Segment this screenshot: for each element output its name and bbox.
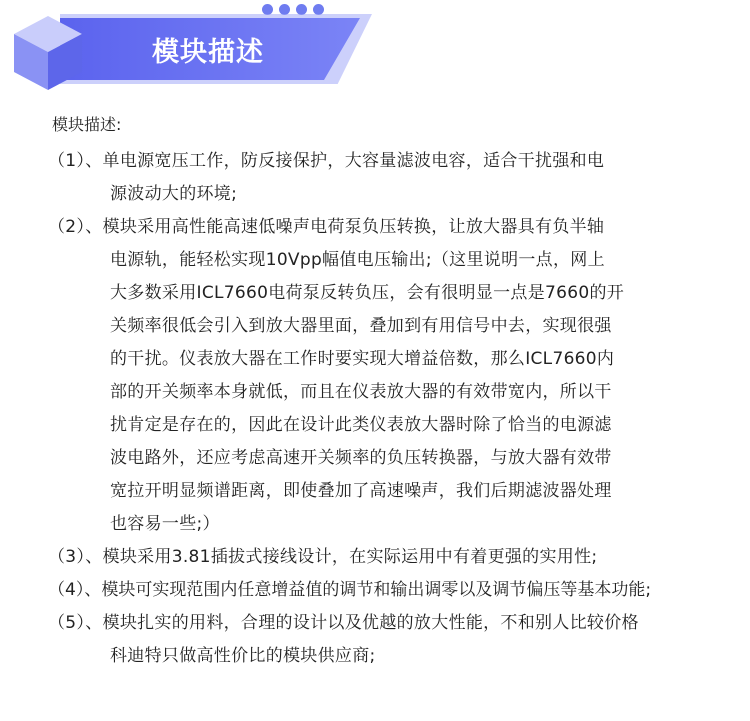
paragraph-line: 的干扰。仪表放大器在工作时要实现大增益倍数，那么ICL7660内 [110, 349, 615, 369]
decorative-dots [262, 4, 324, 15]
dot [262, 4, 273, 15]
paragraph-line: 科迪特只做高性价比的模块供应商; [110, 646, 376, 666]
dot [279, 4, 290, 15]
paragraph-line: （1）、单电源宽压工作，防反接保护，大容量滤波电容，适合干扰强和电 [48, 151, 605, 171]
paragraph-line: 也容易一些;） [110, 514, 220, 534]
dot [296, 4, 307, 15]
paragraph-line: 扰肯定是存在的，因此在设计此类仪表放大器时除了恰当的电源滤 [110, 415, 612, 435]
paragraph-line: （3）、模块采用3.81插拔式接线设计，在实际运用中有着更强的实用性; [48, 547, 598, 567]
cube-icon [6, 10, 90, 94]
paragraph-line: 大多数采用ICL7660电荷泵反转负压，会有很明显一点是7660的开 [110, 283, 625, 303]
paragraph-line: 电源轨，能轻松实现10Vpp幅值电压输出;（这里说明一点，网上 [110, 250, 605, 270]
header-banner [0, 0, 750, 100]
dot [313, 4, 324, 15]
paragraph-line: （2）、模块采用高性能高速低噪声电荷泵负压转换，让放大器具有负半轴 [48, 217, 605, 237]
paragraph-line: 宽拉开明显频谱距离，即使叠加了高速噪声，我们后期滤波器处理 [110, 481, 612, 501]
paragraph-line: （5）、模块扎实的用料，合理的设计以及优越的放大性能，不和别人比较价格 [48, 613, 639, 633]
section-label: 模块描述: [52, 115, 122, 134]
page-title: 模块描述 [152, 37, 264, 68]
paragraph-line: 部的开关频率本身就低，而且在仪表放大器的有效带宽内，所以干 [110, 382, 612, 402]
paragraph-line: （4）、模块可实现范围内任意增益值的调节和输出调零以及调节偏压等基本功能; [48, 580, 652, 600]
paragraph-line: 源波动大的环境; [110, 184, 238, 204]
paragraph-line: 关频率很低会引入到放大器里面，叠加到有用信号中去，实现很强 [110, 316, 612, 336]
paragraph-line: 波电路外，还应考虑高速开关频率的负压转换器，与放大器有效带 [110, 448, 612, 468]
